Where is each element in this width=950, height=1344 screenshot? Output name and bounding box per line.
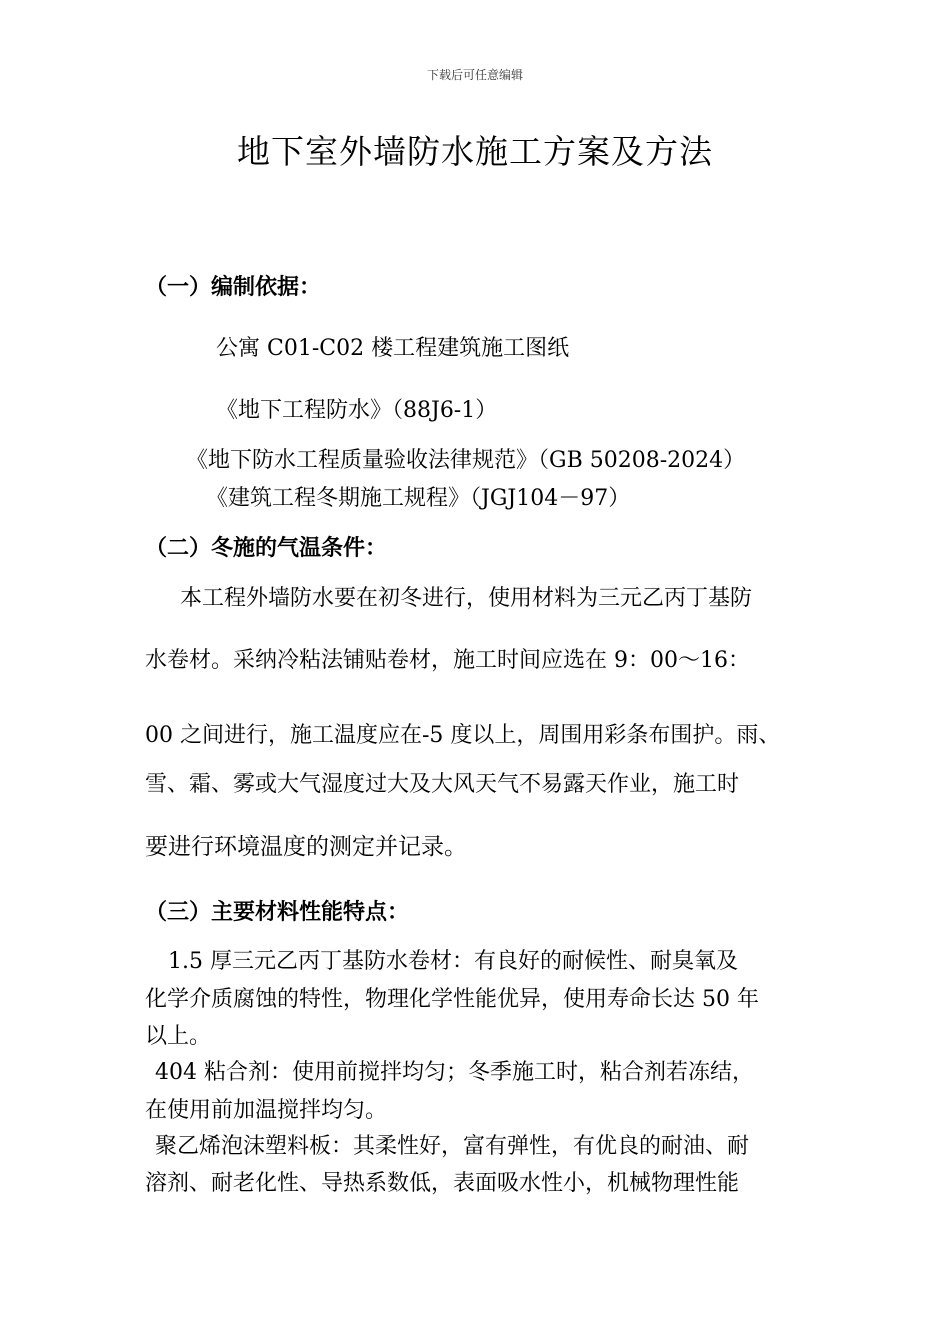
paragraph-line: 00 之间进行，施工温度应在-5 度以上，周围用彩条布围护。雨、 <box>145 723 781 748</box>
section-heading-basis: （一）编制依据： <box>145 275 322 300</box>
paragraph-line: 以上。 <box>145 1024 212 1049</box>
paragraph-line: 本工程外墙防水要在初冬进行，使用材料为三元乙丙丁基防 <box>180 586 753 611</box>
document-title: 地下室外墙防水施工方案及方法 <box>237 132 713 171</box>
header-note: 下载后可任意编辑 <box>426 68 523 82</box>
paragraph-line: 在使用前加温搅拌均匀。 <box>145 1098 388 1123</box>
paragraph-line: 要进行环境温度的测定并记录。 <box>145 834 467 860</box>
paragraph-line: 404 粘合剂：使用前搅拌均匀；冬季施工时，粘合剂若冻结， <box>155 1060 754 1085</box>
basis-item: 《建筑工程冬期施工规程》（JGJ104－97） <box>206 486 631 511</box>
basis-item: 《地下工程防水》（88J6-1） <box>216 398 498 423</box>
basis-item: 《地下防水工程质量验收法律规范》（GB 50208-2024） <box>186 448 746 473</box>
paragraph-line: 水卷材。采纳冷粘法铺贴卷材，施工时间应选在 9：00～16： <box>145 648 750 673</box>
section-heading-materials: （三）主要材料性能特点： <box>145 900 410 925</box>
section-heading-temperature: （二）冬施的气温条件： <box>145 536 388 561</box>
paragraph-line: 溶剂、耐老化性、导热系数低，表面吸水性小，机械物理性能 <box>145 1171 740 1196</box>
paragraph-line: 雪、霜、雾或大气湿度过大及大风天气不易露天作业，施工时 <box>145 772 740 797</box>
paragraph-line: 化学介质腐蚀的特性，物理化学性能优异，使用寿命长达 50 年 <box>145 987 759 1012</box>
basis-item: 公寓 C01-C02 楼工程建筑施工图纸 <box>216 336 570 361</box>
paragraph-line: 1.5 厚三元乙丙丁基防水卷材：有良好的耐候性、耐臭氧及 <box>168 949 738 974</box>
paragraph-line: 聚乙烯泡沫塑料板：其柔性好，富有弹性，有优良的耐油、耐 <box>155 1134 750 1159</box>
